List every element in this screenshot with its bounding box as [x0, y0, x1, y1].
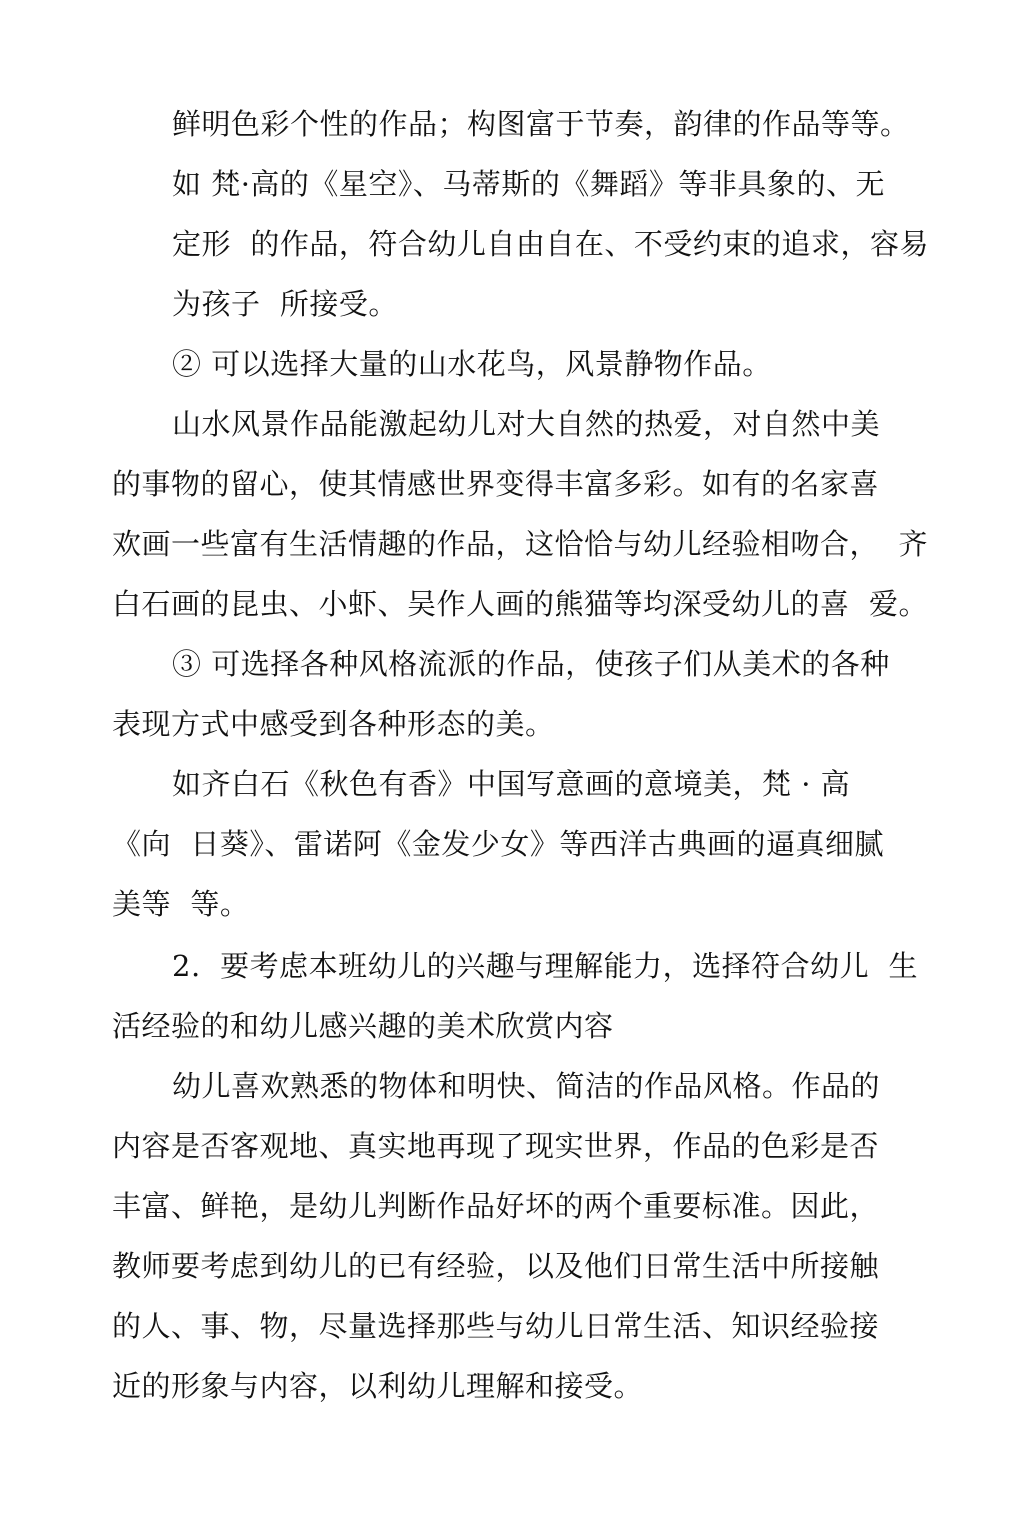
text-line: 如齐白石《秋色有香》中国写意画的意境美，梵 · 高 — [172, 767, 851, 801]
text-line: 美等 等。 — [112, 887, 250, 921]
list-item-heading: ② 可以选择大量的山水花鸟，风景静物作品。 — [172, 347, 772, 381]
text-line: 欢画一些富有生活情趣的作品，这恰恰与幼儿经验相吻合， 齐 — [112, 527, 928, 561]
text-line: 白石画的昆虫、小虾、吴作人画的熊猫等均深受幼儿的喜 爱。 — [112, 587, 928, 621]
text-line: 如 梵·高的《星空》、马蒂斯的《舞蹈》等非具象的、无 — [172, 167, 885, 201]
text-line: 近的形象与内容，以利幼儿理解和接受。 — [112, 1369, 644, 1403]
section-heading-continued: 活经验的和幼儿感兴趣的美术欣赏内容 — [112, 1009, 614, 1043]
text-line: 表现方式中感受到各种形态的美。 — [112, 707, 555, 741]
text-line: 《向 日葵》、雷诺阿《金发少女》等西洋古典画的逼真细腻 — [112, 827, 884, 861]
text-line: 鲜明色彩个性的作品；构图富于节奏，韵律的作品等等。 — [172, 107, 910, 141]
text-line: 定形 的作品，符合幼儿自由自在、不受约束的追求，容易 — [172, 227, 929, 261]
text-line: 山水风景作品能激起幼儿对大自然的热爱，对自然中美 — [172, 407, 881, 441]
text-line: 的事物的留心，使其情感世界变得丰富多彩。如有的名家喜 — [112, 467, 880, 501]
text-line: 丰富、鲜艳，是幼儿判断作品好坏的两个重要标准。因此， — [112, 1189, 880, 1223]
text-line: 教师要考虑到幼儿的已有经验，以及他们日常生活中所接触 — [112, 1249, 880, 1283]
list-item-heading: ③ 可选择各种风格流派的作品，使孩子们从美术的各种 — [172, 647, 890, 681]
text-line: 内容是否客观地、真实地再现了现实世界，作品的色彩是否 — [112, 1129, 880, 1163]
text-line: 幼儿喜欢熟悉的物体和明快、简洁的作品风格。作品的 — [172, 1069, 881, 1103]
text-line: 的人、事、物，尽量选择那些与幼儿日常生活、知识经验接 — [112, 1309, 880, 1343]
text-line: 为孩子 所接受。 — [172, 287, 398, 321]
section-heading: 2. 要考虑本班幼儿的兴趣与理解能力，选择符合幼儿 生 — [172, 949, 919, 983]
